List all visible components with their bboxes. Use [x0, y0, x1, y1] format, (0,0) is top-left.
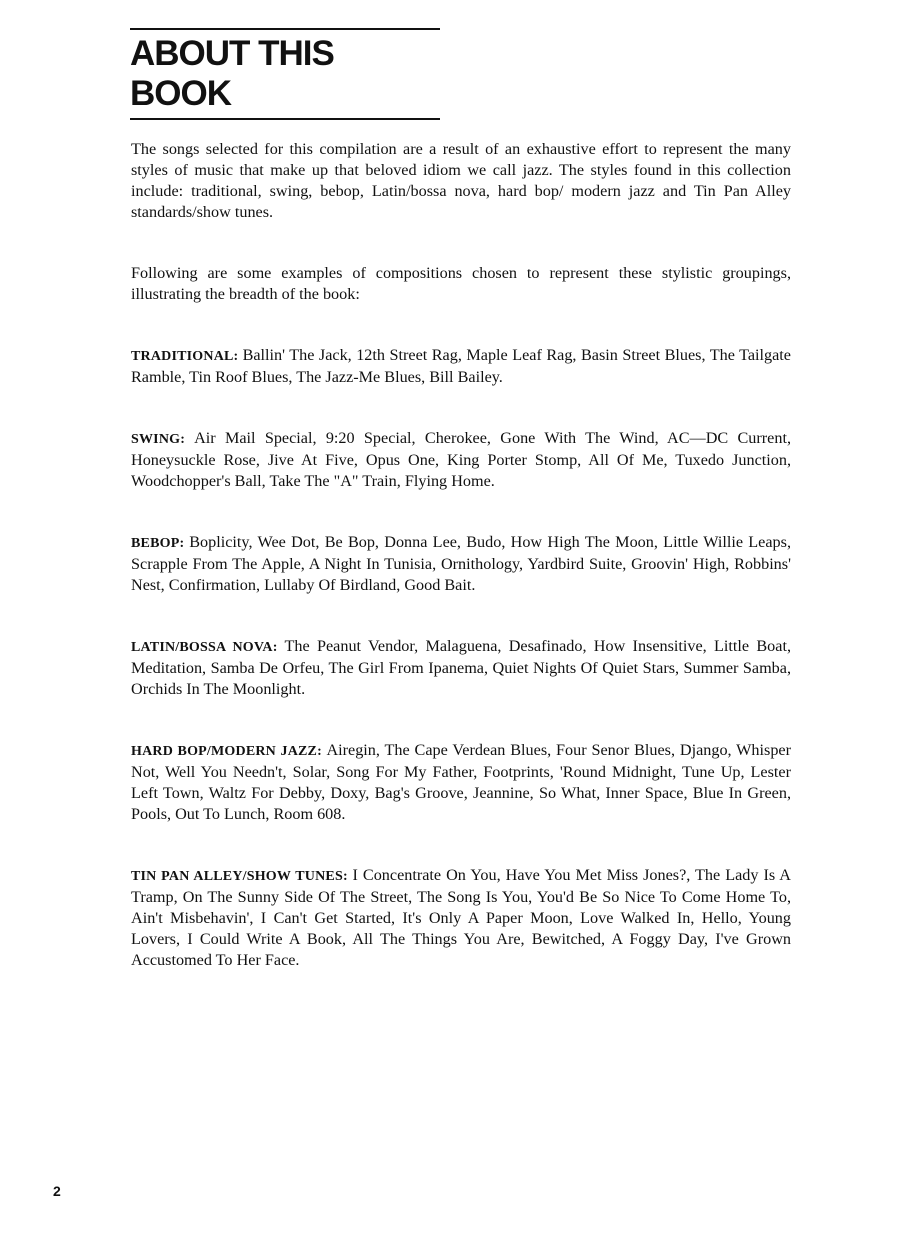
section-label: BEBOP:	[131, 536, 190, 551]
section-text: I Concentrate On You, Have You Met Miss Jones?, The Lady Is A Tramp, On The Sunny Side Of The Street, The Song Is You, You'd Be So Nice To Come Home To, Ain't Misbehavin', I Can't Get Started, It's Only A Paper Moon, Love Walked In, Hello, Young Lovers, I Could Write A Book, All The Things You Are, Bewitched, A Foggy Day, I've Grown Accustomed To Her Face.	[131, 866, 791, 969]
section-text: Airegin, The Cape Verdean Blues, Four Senor Blues, Django, Whisper Not, Well You Needn't, Solar, Song For My Father, Footprints, 'Round Midnight, Tune Up, Lester Left Town, Waltz For Debby, Doxy, Bag's Groove, Jeannine, So What, Inner Space, Blue In Green, Pools, Out To Lunch, Room 608.	[131, 741, 791, 823]
section-text: Boplicity, Wee Dot, Be Bop, Donna Lee, Budo, How High The Moon, Little Willie Leaps, Scrapple From The Apple, A Night In Tunisia, Ornithology, Yardbird Suite, Groovin' High, Robbins' Nest, Confirmation, Lullaby Of Birdland, Good Bait.	[131, 533, 791, 594]
section-label: SWING:	[131, 432, 195, 447]
intro-paragraph: The songs selected for this compilation are a result of an exhaustive effort to represent the many styles of music that make up that beloved idiom we call jazz. The styles found in this collection include: traditional, swing, bebop, Latin/bossa nova, hard bop/ modern jazz and Tin Pan Alley standards/show tunes.	[131, 140, 791, 221]
section-text: Air Mail Special, 9:20 Special, Cherokee, Gone With The Wind, AC—DC Current, Honeysuckle Rose, Jive At Five, Opus One, King Porter Stomp, All Of Me, Tuxedo Junction, Woodchopper's Ball, Take The "A" Train, Flying Home.	[131, 429, 792, 490]
section-swing	[131, 428, 791, 492]
intro-paragraph-2: Following are some examples of compositions chosen to represent these stylistic groupings, illustrating the breadth of the book:	[131, 264, 791, 303]
section-label: HARD BOP/MODERN JAZZ:	[131, 744, 327, 759]
section-text: Ballin' The Jack, 12th Street Rag, Maple Leaf Rag, Basin Street Blues, The Tailgate Ramble, Tin Roof Blues, The Jazz-Me Blues, Bill Bailey.	[131, 346, 791, 386]
section-bebop	[131, 532, 791, 596]
section-traditional	[131, 345, 791, 388]
page-title: ABOUT THIS BOOK	[130, 34, 334, 113]
section-label: TIN PAN ALLEY/SHOW TUNES:	[131, 869, 353, 884]
page-number: 2	[53, 1183, 61, 1199]
section-label: TRADITIONAL:	[131, 349, 243, 364]
section-tin-pan-alley-show-tunes	[131, 865, 791, 971]
section-hard-bop-modern-jazz	[131, 740, 791, 825]
section-text: The Peanut Vendor, Malaguena, Desafinado, How Insensitive, Little Boat, Meditation, Samba De Orfeu, The Girl From Ipanema, Quiet Nights Of Quiet Stars, Summer Samba, Orchids In The Moonlight.	[131, 637, 791, 698]
title-block	[130, 28, 440, 120]
section-label: LATIN/BOSSA NOVA:	[131, 640, 285, 655]
body-content	[131, 139, 791, 1011]
section-latin-bossa-nova	[131, 636, 791, 700]
